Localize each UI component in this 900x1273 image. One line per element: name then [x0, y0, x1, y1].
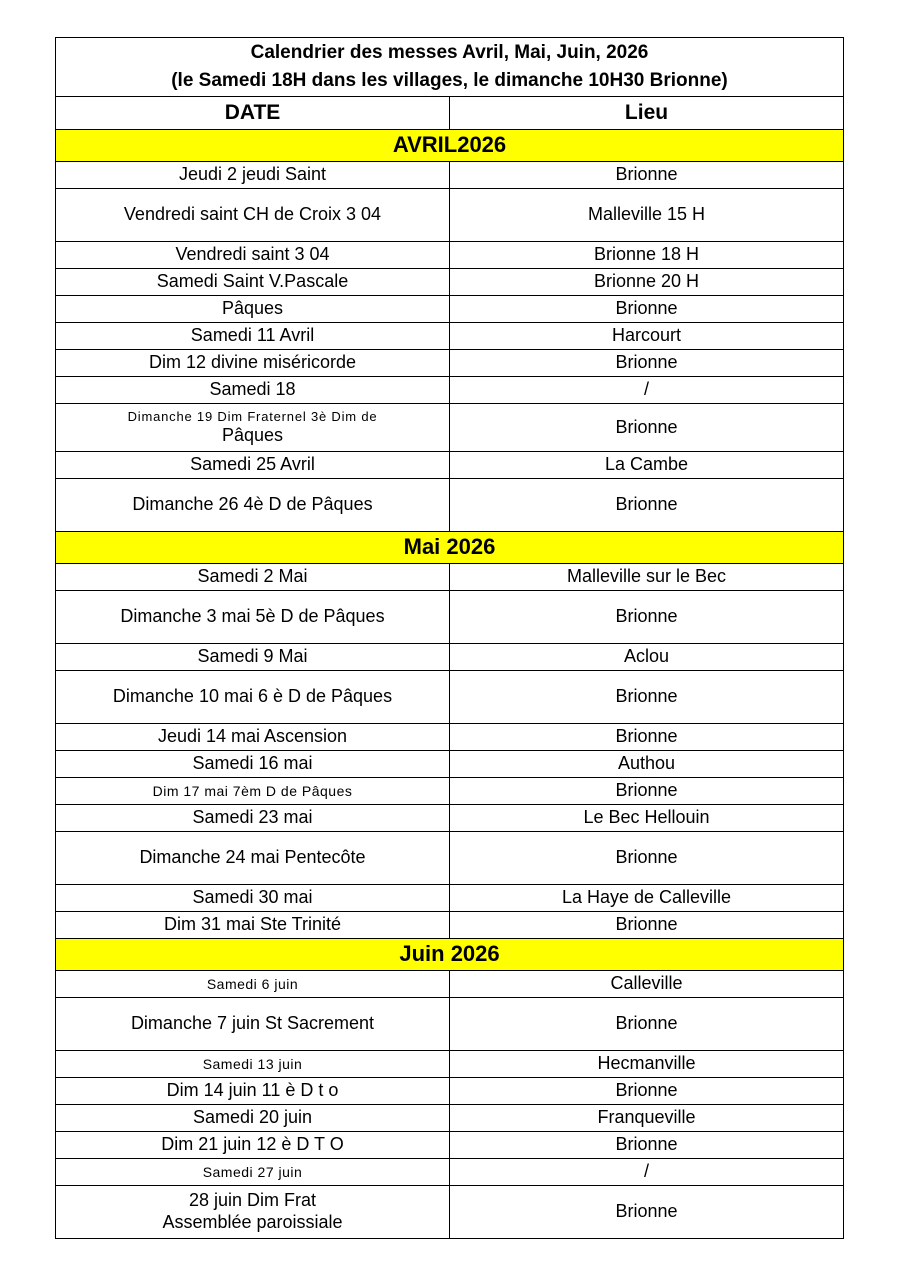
date-cell: Samedi 13 juin: [56, 1051, 450, 1078]
date-cell-line2: Pâques: [221, 424, 284, 445]
date-cell: Pâques: [56, 296, 450, 323]
lieu-cell: Brionne: [450, 404, 844, 452]
table-row: [56, 591, 844, 644]
lieu-cell: /: [450, 1159, 844, 1186]
date-cell: [56, 1186, 450, 1239]
table-row: [56, 751, 844, 778]
month-header-row: [56, 532, 844, 564]
lieu-cell: Brionne: [450, 778, 844, 805]
date-cell: Dimanche 24 mai Pentecôte: [56, 832, 450, 885]
date-cell: Dimanche 10 mai 6 è D de Pâques: [56, 671, 450, 724]
table-row: [56, 671, 844, 724]
lieu-cell: Calleville: [450, 971, 844, 998]
lieu-cell: Harcourt: [450, 323, 844, 350]
lieu-cell: Brionne: [450, 591, 844, 644]
date-cell: Dimanche 26 4è D de Pâques: [56, 479, 450, 532]
lieu-cell: /: [450, 377, 844, 404]
lieu-cell: La Cambe: [450, 452, 844, 479]
column-header-lieu: Lieu: [450, 97, 844, 130]
date-cell: Samedi 11 Avril: [56, 323, 450, 350]
mass-calendar-table: [55, 37, 844, 1239]
date-cell: Samedi 25 Avril: [56, 452, 450, 479]
date-cell: Samedi 9 Mai: [56, 644, 450, 671]
lieu-cell: Brionne: [450, 479, 844, 532]
table-row: [56, 269, 844, 296]
table-row: [56, 805, 844, 832]
date-cell-line1: 28 juin Dim Frat: [188, 1190, 317, 1211]
lieu-cell: Le Bec Hellouin: [450, 805, 844, 832]
month-header-row: [56, 939, 844, 971]
table-row: [56, 832, 844, 885]
table-row: [56, 885, 844, 912]
lieu-cell: Brionne: [450, 671, 844, 724]
table-row: [56, 912, 844, 939]
table-row: [56, 323, 844, 350]
date-cell: Jeudi 2 jeudi Saint: [56, 162, 450, 189]
lieu-cell: Brionne 18 H: [450, 242, 844, 269]
calendar-title: [56, 38, 844, 97]
date-cell: Dimanche 3 mai 5è D de Pâques: [56, 591, 450, 644]
date-cell: Dimanche 7 juin St Sacrement: [56, 998, 450, 1051]
table-row: [56, 971, 844, 998]
table-row: [56, 479, 844, 532]
column-header-row: [56, 97, 844, 130]
lieu-cell: Franqueville: [450, 1105, 844, 1132]
date-cell: Samedi 18: [56, 377, 450, 404]
month-header-mai: Mai 2026: [56, 532, 844, 564]
date-cell: Dim 17 mai 7èm D de Pâques: [56, 778, 450, 805]
title-row: [56, 38, 844, 97]
lieu-cell: Brionne: [450, 296, 844, 323]
table-row: [56, 296, 844, 323]
table-row: [56, 724, 844, 751]
lieu-cell: Brionne: [450, 1132, 844, 1159]
lieu-cell: Brionne 20 H: [450, 269, 844, 296]
table-row: [56, 1132, 844, 1159]
column-header-date: DATE: [56, 97, 450, 130]
date-cell: Samedi 30 mai: [56, 885, 450, 912]
date-cell: Samedi 27 juin: [56, 1159, 450, 1186]
lieu-cell: Aclou: [450, 644, 844, 671]
date-cell: Vendredi saint 3 04: [56, 242, 450, 269]
date-cell: Dim 12 divine miséricorde: [56, 350, 450, 377]
lieu-cell: Brionne: [450, 162, 844, 189]
table-row: [56, 644, 844, 671]
table-row: [56, 242, 844, 269]
date-cell: Dim 21 juin 12 è D T O: [56, 1132, 450, 1159]
date-cell: Samedi Saint V.Pascale: [56, 269, 450, 296]
date-cell: Dim 14 juin 11 è D t o: [56, 1078, 450, 1105]
lieu-cell: Brionne: [450, 1186, 844, 1239]
month-header-row: [56, 130, 844, 162]
month-header-juin: Juin 2026: [56, 939, 844, 971]
lieu-cell: Brionne: [450, 724, 844, 751]
month-header-avril: AVRIL2026: [56, 130, 844, 162]
lieu-cell: Malleville 15 H: [450, 189, 844, 242]
calendar-title-line2: (le Samedi 18H dans les villages, le dimanche 10H30 Brionne): [171, 70, 728, 91]
table-row: [56, 377, 844, 404]
lieu-cell: Authou: [450, 751, 844, 778]
date-cell: Samedi 16 mai: [56, 751, 450, 778]
date-cell-line1: Dimanche 19 Dim Fraternel 3è Dim de: [127, 408, 378, 424]
table-row: [56, 162, 844, 189]
table-row: [56, 998, 844, 1051]
lieu-cell: Brionne: [450, 350, 844, 377]
table-row: [56, 404, 844, 452]
date-cell-line2: Assemblée paroissiale: [162, 1212, 343, 1232]
lieu-cell: Hecmanville: [450, 1051, 844, 1078]
table-row: [56, 778, 844, 805]
date-cell: Samedi 2 Mai: [56, 564, 450, 591]
date-cell: Samedi 6 juin: [56, 971, 450, 998]
table-row: [56, 1186, 844, 1239]
date-cell: Samedi 23 mai: [56, 805, 450, 832]
lieu-cell: Brionne: [450, 832, 844, 885]
date-cell: Dim 31 mai Ste Trinité: [56, 912, 450, 939]
table-row: [56, 452, 844, 479]
table-row: [56, 1159, 844, 1186]
lieu-cell: Brionne: [450, 1078, 844, 1105]
date-cell: Vendredi saint CH de Croix 3 04: [56, 189, 450, 242]
lieu-cell: Malleville sur le Bec: [450, 564, 844, 591]
lieu-cell: Brionne: [450, 998, 844, 1051]
table-row: [56, 564, 844, 591]
calendar-title-line1: Calendrier des messes Avril, Mai, Juin, 2026: [250, 42, 649, 64]
date-cell: Jeudi 14 mai Ascension: [56, 724, 450, 751]
table-row: [56, 350, 844, 377]
lieu-cell: La Haye de Calleville: [450, 885, 844, 912]
table-row: [56, 1051, 844, 1078]
date-cell: [56, 404, 450, 452]
table-row: [56, 189, 844, 242]
lieu-cell: Brionne: [450, 912, 844, 939]
table-row: [56, 1105, 844, 1132]
table-row: [56, 1078, 844, 1105]
date-cell: Samedi 20 juin: [56, 1105, 450, 1132]
